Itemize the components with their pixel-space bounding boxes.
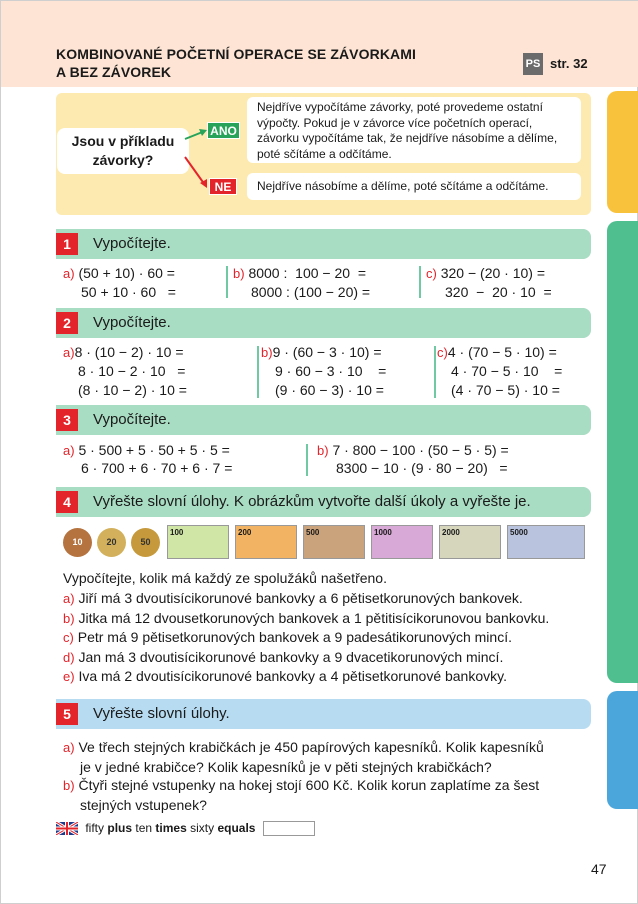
side-tab-green — [607, 221, 638, 683]
word-problem — [63, 776, 544, 796]
task-1-b — [233, 264, 366, 283]
banknote-100: 100 — [167, 525, 229, 559]
banknote-5000: 5000 — [507, 525, 585, 559]
side-tab-yellow — [607, 91, 638, 213]
item-label: a) — [63, 740, 75, 755]
task-1-c — [426, 264, 545, 283]
task-1-c-line2: 320 − 20 · 10 = — [445, 284, 552, 300]
problem-text: Čtyři stejné vstupenky na hokej stojí 600 Kč. Kolik korun zaplatíme za šest — [78, 777, 540, 793]
english-word: ten — [135, 821, 153, 835]
expression: 9 · (60 − 3 · 10) = — [272, 344, 382, 360]
item-label: a) — [63, 591, 75, 606]
expression: 7 · 800 − 100 · (50 − 5 · 5) = — [332, 442, 509, 458]
item-label: a) — [63, 345, 75, 360]
task-4-items — [63, 589, 549, 687]
task-3-a — [63, 441, 230, 460]
answer-box[interactable] — [263, 821, 315, 836]
problem-text-continued: stejných vstupenek? — [80, 796, 207, 813]
task-number: 3 — [56, 409, 78, 431]
task-3-b — [317, 441, 509, 460]
task-1-a-line2: 50 + 10 · 60 = — [81, 284, 176, 300]
english-operator: equals — [217, 821, 256, 835]
expression: 320 − (20 · 10) = — [440, 265, 546, 281]
item-label: d) — [63, 649, 75, 665]
task-title: Vyřešte slovní úlohy. K obrázkům vytvořte další úkoly a vyřešte je. — [93, 493, 531, 510]
task-number: 1 — [56, 233, 78, 255]
task-3-b-line2: 8300 − 10 · (9 · 80 − 20) = — [336, 460, 508, 476]
word-problem — [63, 609, 549, 629]
task-1-a — [63, 264, 175, 283]
item-label: e) — [63, 669, 75, 684]
banknote-1000: 1000 — [371, 525, 433, 559]
banknote-500: 500 — [303, 525, 365, 559]
column-divider — [419, 266, 421, 298]
item-label: b) — [233, 266, 245, 281]
task-4-header — [56, 487, 591, 517]
ps-badge: PS — [523, 53, 543, 75]
task-2-header — [56, 308, 591, 338]
task-2-b — [261, 343, 382, 362]
banknote-200: 200 — [235, 525, 297, 559]
uk-flag-icon — [56, 822, 78, 835]
no-badge: NE — [209, 178, 237, 195]
english-word: fifty — [85, 821, 105, 835]
problem-text: Jiří má 3 dvoutisícikorunové bankovky a 6 pětisetkorunových bankovek. — [78, 590, 523, 606]
expression: 5 · 500 + 5 · 50 + 5 · 5 = — [78, 442, 230, 458]
task-2-a — [63, 343, 184, 362]
page-title-line2: A BEZ ZÁVOREK — [56, 64, 172, 80]
page-title-line1: KOMBINOVANÉ POČETNÍ OPERACE SE ZÁVORKAMI — [56, 46, 416, 62]
problem-text: Jitka má 12 dvousetkorunových bankovek a 1 pětitisícikorunovou bankovku. — [78, 609, 550, 626]
english-operator: times — [155, 821, 187, 835]
task-title: Vypočítejte. — [93, 235, 171, 252]
task-2-a-line2: 8 · 10 − 2 · 10 = — [78, 363, 186, 379]
english-exercise — [56, 819, 315, 837]
problem-text: Ve třech stejných krabičkách je 450 papírových kapesníků. Kolik kapesníků — [78, 739, 544, 755]
task-2-b-line2: 9 · 60 − 3 · 10 = — [275, 363, 387, 379]
item-label: a) — [63, 266, 75, 281]
item-label: a) — [63, 443, 75, 458]
item-label: b) — [261, 345, 273, 360]
expression: 8 · (10 − 2) · 10 = — [74, 344, 184, 360]
english-word: sixty — [190, 821, 215, 835]
item-label: b) — [63, 778, 75, 793]
task-title: Vypočítejte. — [93, 314, 171, 331]
task-3-header — [56, 405, 591, 435]
expression: 4 · (70 − 5 · 10) = — [447, 344, 557, 360]
task-2-c — [437, 343, 557, 362]
workbook-page-reference: str. 32 — [550, 56, 588, 71]
task-3-a-line2: 6 · 700 + 6 · 70 + 6 · 7 = — [81, 460, 233, 476]
column-divider — [257, 346, 259, 398]
coin-20: 20 — [97, 528, 126, 557]
task-5-items — [63, 738, 544, 814]
task-number: 2 — [56, 312, 78, 334]
column-divider — [434, 346, 436, 398]
item-label: b) — [317, 443, 329, 458]
expression: (50 + 10) · 60 = — [78, 265, 175, 281]
task-2-c-line3: (4 · 70 − 5) · 10 = — [451, 382, 560, 398]
banknote-2000: 2000 — [439, 525, 501, 559]
rule-question: Jsou v příkladu závorky? — [57, 128, 189, 174]
problem-text: Petr má 9 pětisetkorunových bankovek a 9 padesátikorunových mincí. — [77, 629, 512, 645]
word-problem — [63, 628, 549, 648]
word-problem — [63, 589, 549, 609]
no-explanation: Nejdříve násobíme a dělíme, poté sčítáme a odčítáme. — [247, 173, 581, 200]
task-2-c-line2: 4 · 70 − 5 · 10 = — [451, 363, 563, 379]
yes-explanation: Nejdříve vypočítáme závorky, poté provedeme ostatní výpočty. Pokud je v závorce více početních operací, závorku vypočítáme tak, že nejdříve násobíme a dělíme, poté sčítáme a odčítáme. — [247, 97, 581, 163]
arrow-no — [185, 157, 205, 185]
word-problem — [63, 667, 549, 687]
word-problem — [63, 738, 544, 758]
task-number: 4 — [56, 491, 78, 513]
task-title: Vyřešte slovní úlohy. — [93, 705, 230, 722]
task-number: 5 — [56, 703, 78, 725]
page-title — [56, 45, 476, 81]
page-number: 47 — [591, 861, 607, 877]
task-title: Vypočítejte. — [93, 411, 171, 428]
coin-10: 10 — [63, 528, 92, 557]
task-4-intro: Vypočítejte, kolik má každý ze spolužáků našetřeno. — [63, 570, 387, 586]
word-problem — [63, 648, 549, 668]
side-tab-blue — [607, 691, 638, 809]
yes-badge: ANO — [207, 122, 240, 139]
money-images — [61, 524, 591, 560]
item-label: c) — [437, 345, 448, 360]
column-divider — [306, 444, 308, 476]
task-2-b-line3: (9 · 60 − 3) · 10 = — [275, 382, 384, 398]
coin-50: 50 — [131, 528, 160, 557]
task-2-a-line3: (8 · 10 − 2) · 10 = — [78, 382, 187, 398]
problem-text: Iva má 2 dvoutisícikorunové bankovky a 4 pětisetkorunové bankovky. — [78, 668, 507, 684]
expression: 8000 : 100 − 20 = — [248, 265, 366, 281]
problem-text-continued: je v jedné krabičce? Kolik kapesníků je v pěti stejných krabičkách? — [80, 758, 492, 775]
item-label: b) — [63, 610, 75, 626]
task-1-header — [56, 229, 591, 259]
column-divider — [226, 266, 228, 298]
task-1-b-line2: 8000 : (100 − 20) = — [251, 284, 371, 300]
item-label: c) — [63, 630, 74, 645]
problem-text: Jan má 3 dvoutisícikorunové bankovky a 9 dvacetikorunových mincí. — [78, 648, 504, 665]
english-operator: plus — [107, 821, 133, 835]
item-label: c) — [426, 266, 437, 281]
task-5-header — [56, 699, 591, 729]
